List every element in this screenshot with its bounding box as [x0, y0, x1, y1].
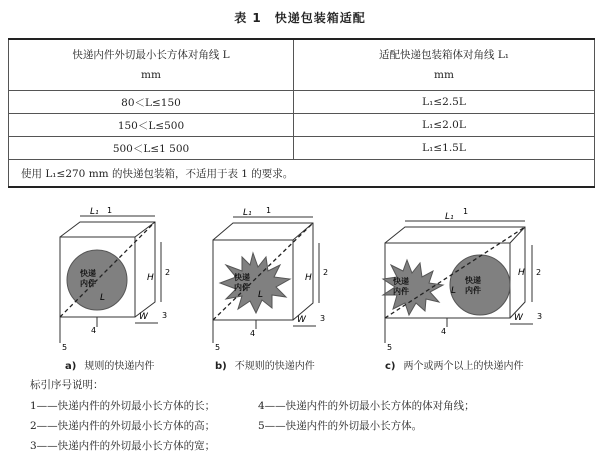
legend-title: 标引序号说明： [30, 379, 104, 391]
header-item-unit: mm [141, 69, 161, 81]
figure-c-diagram [375, 205, 555, 355]
header-cell-item-diagonal [9, 39, 294, 91]
header-item-diagonal: 快递内件外切最小长方体对角线 L [72, 49, 230, 61]
diagonal-label: L [451, 286, 457, 296]
height-label: H [518, 268, 525, 278]
figure-b-diagram [198, 205, 338, 355]
callout-4: 4 [250, 329, 256, 338]
length-label: L₁ [243, 208, 252, 218]
callout-1: 1 [266, 206, 272, 215]
callout-5: 5 [62, 343, 68, 352]
callout-5: 5 [387, 343, 393, 352]
irregular-item-shape [220, 253, 290, 313]
regular-item-shape [450, 255, 510, 315]
header-cell-box-diagonal [294, 39, 595, 91]
callout-5: 5 [215, 343, 221, 352]
header-box-unit: mm [434, 69, 454, 81]
table-title: 表 1 快递包装箱适配 [234, 11, 366, 25]
callout-3: 3 [320, 314, 326, 323]
range-cell: 150＜L≤500 [9, 114, 294, 137]
figure-c-caption: c) 两个或两个以上的快递内件 [385, 361, 524, 372]
item-label: 快递内件 [80, 269, 96, 288]
callout-2: 2 [536, 268, 542, 277]
diagonal-label: L [100, 293, 106, 303]
callout-1: 1 [463, 207, 469, 216]
range-cell: 500＜L≤1 500 [9, 137, 294, 160]
callout-2: 2 [323, 268, 329, 277]
callout-4: 4 [441, 327, 447, 336]
rule-cell: L₁≤1.5L [294, 137, 595, 160]
width-label: W [297, 315, 306, 325]
legend-item: 2——快递内件的外切最小长方体的高； [30, 420, 216, 432]
legend-item: 4——快递内件的外切最小长方体的体对角线； [258, 400, 475, 412]
table-row [9, 91, 595, 114]
diagonal-label: L [258, 290, 264, 300]
irregular-item-shape [383, 260, 443, 315]
rule-cell: L₁≤2.0L [294, 114, 595, 137]
item-label-regular: 快递内件 [465, 276, 481, 295]
rule-cell: L₁≤2.5L [294, 91, 595, 114]
callout-2: 2 [165, 268, 171, 277]
callout-4: 4 [91, 326, 97, 335]
item-label: 快递内件 [234, 273, 250, 292]
height-label: H [147, 273, 154, 283]
legend-item: 1——快递内件的外切最小长方体的长； [30, 400, 216, 412]
length-label: L₁ [445, 212, 454, 222]
figure-a-diagram [40, 205, 180, 355]
header-box-diagonal: 适配快递包装箱体对角线 L₁ [378, 49, 510, 61]
callout-3: 3 [162, 311, 168, 320]
figure-b-caption: b) 不规则的快递内件 [215, 361, 315, 372]
callout-1: 1 [107, 206, 113, 215]
range-cell: 80＜L≤150 [9, 91, 294, 114]
callout-3: 3 [537, 312, 543, 321]
table-row [9, 114, 595, 137]
table-row [9, 137, 595, 160]
table-note: 使用 L₁≤270 mm 的快递包装箱，不适用于表 1 的要求。 [9, 160, 595, 188]
width-label: W [139, 312, 148, 322]
legend-item: 3——快递内件的外切最小长方体的宽； [30, 440, 216, 452]
length-label: L₁ [90, 207, 99, 217]
legend-item: 5——快递内件的外切最小长方体。 [258, 420, 423, 432]
figure-a-caption: a) 规则的快递内件 [65, 361, 155, 372]
adaptation-table [8, 38, 595, 188]
height-label: H [305, 273, 312, 283]
item-label-irregular: 快递内件 [393, 277, 409, 296]
width-label: W [514, 313, 523, 323]
